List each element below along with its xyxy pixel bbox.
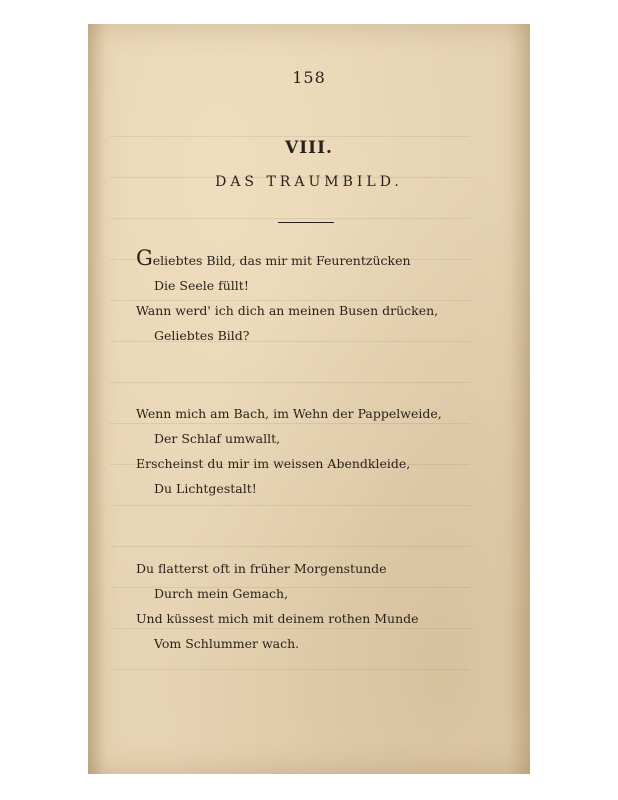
stanza-1	[136, 248, 516, 348]
verse-line: Wann werd' ich dich an meinen Busen drücken,	[136, 303, 439, 318]
verse-line: Wenn mich am Bach, im Wehn der Pappelweide,	[136, 406, 442, 421]
verse-line: Und küssest mich mit deinem rothen Munde	[136, 611, 419, 626]
section-number: VIII.	[285, 138, 333, 158]
stanza-3	[136, 556, 516, 656]
drop-cap: G	[136, 246, 153, 270]
verse-line: Vom Schlummer wach.	[154, 636, 300, 651]
stanza-2	[136, 401, 516, 501]
page-number: 158	[292, 68, 326, 87]
verse-line: Die Seele füllt!	[154, 278, 249, 293]
verse-line: Geliebtes Bild?	[154, 328, 250, 343]
verse-line: Du Lichtgestalt!	[154, 481, 257, 496]
verse-line: Der Schlaf umwallt,	[154, 431, 281, 446]
verse-line: Erscheinst du mir im weissen Abendkleide,	[136, 456, 411, 471]
title-divider	[278, 222, 334, 223]
book-page	[88, 24, 530, 774]
poem-title: DAS TRAUMBILD.	[215, 174, 403, 190]
verse-line: Du flatterst oft in früher Morgenstunde	[136, 561, 387, 576]
verse-line: Durch mein Gemach,	[154, 586, 289, 601]
verse-line: Geliebtes Bild, das mir mit Feurentzücken	[136, 246, 411, 270]
